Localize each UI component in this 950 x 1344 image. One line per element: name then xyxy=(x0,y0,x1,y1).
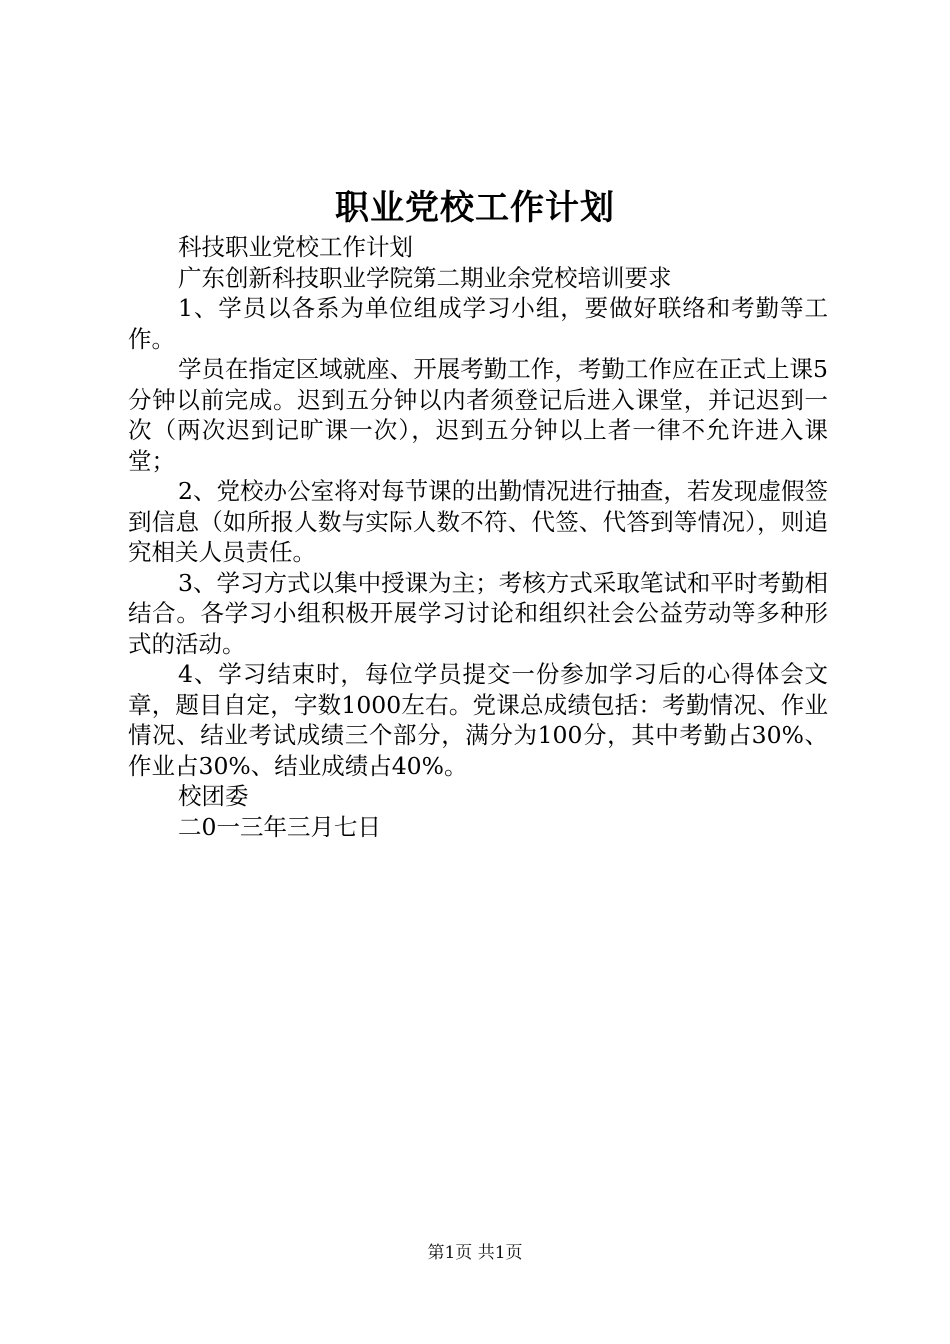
signature-date: 二0一三年三月七日 xyxy=(178,812,381,841)
document-body xyxy=(128,232,828,842)
paragraph-subtitle: 科技职业党校工作计划 xyxy=(178,233,413,261)
paragraph-item-4: 4、学习结束时，每位学员提交一份参加学习后的心得体会文章，题目自定，字数1000左右。党课总成绩包括：考勤情况、作业情况、结业考试成绩三个部分，满分为100分，其中考勤占30%、作业占30%、结业成绩占40%。 xyxy=(128,660,828,780)
paragraph-item-1: 1、学员以各系为单位组成学习小组，要做好联络和考勤等工作。 xyxy=(128,294,828,353)
page-footer: 第1页 共1页 xyxy=(427,1243,523,1263)
paragraph-heading: 广东创新科技职业学院第二期业余党校培训要求 xyxy=(178,263,672,292)
paragraph-item-3: 3、学习方式以集中授课为主；考核方式采取笔试和平时考勤相结合。各学习小组积极开展学习讨论和组织社会公益劳动等多种形式的活动。 xyxy=(128,568,828,658)
paragraph-attendance: 学员在指定区域就座、开展考勤工作，考勤工作应在正式上课5分钟以前完成。迟到五分钟以内者须登记后进入课堂，并记迟到一次（两次迟到记旷课一次），迟到五分钟以上者一律不允许进入课堂； xyxy=(128,355,828,475)
document-title: 职业党校工作计划 xyxy=(335,188,615,228)
signature-organization: 校团委 xyxy=(178,782,249,810)
paragraph-item-2: 2、党校办公室将对每节课的出勤情况进行抽查，若发现虚假签到信息（如所报人数与实际人数不符、代签、代答到等情况），则追究相关人员责任。 xyxy=(128,477,828,566)
